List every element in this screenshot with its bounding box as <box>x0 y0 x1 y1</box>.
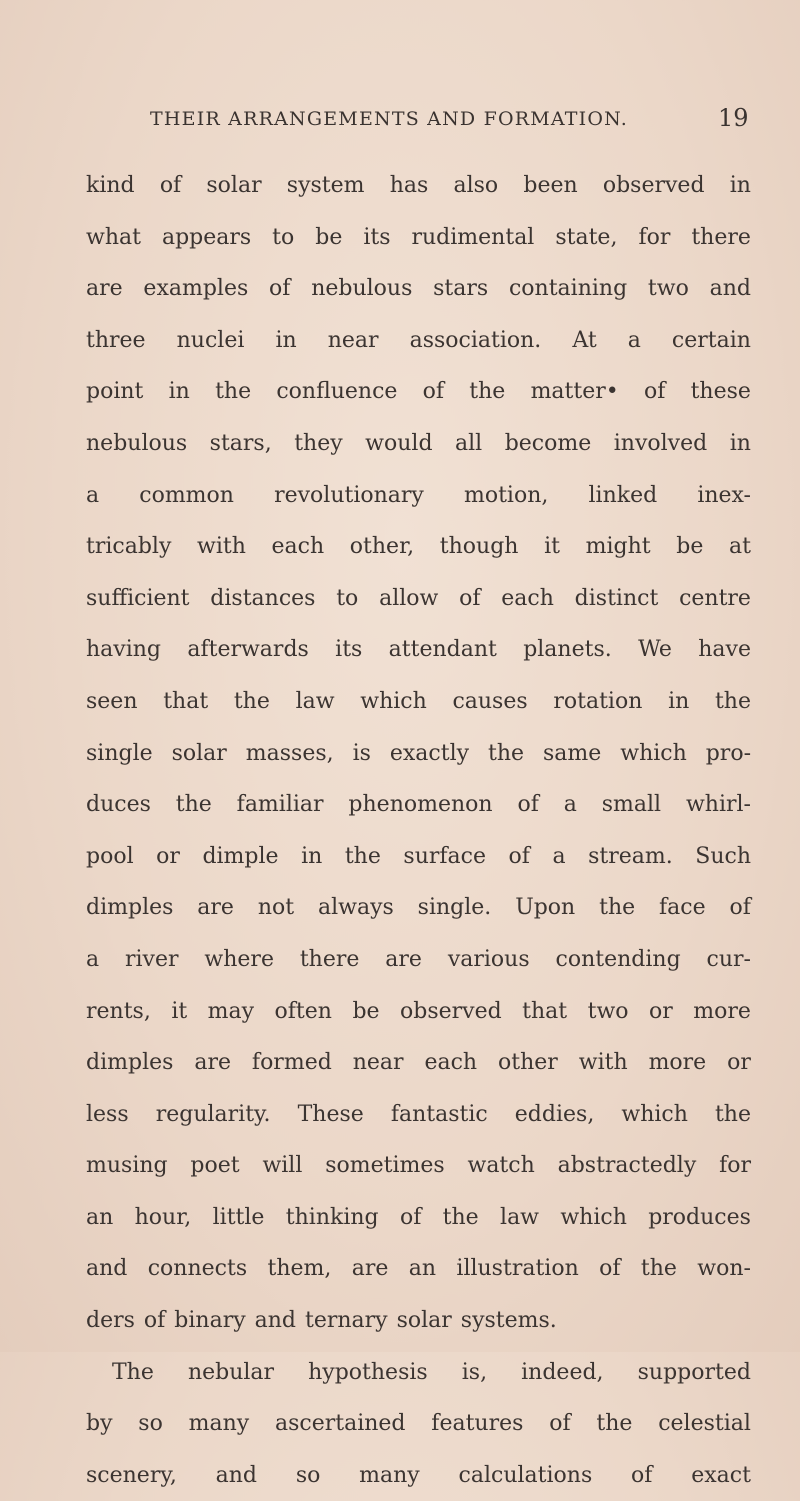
text-line <box>86 315 751 367</box>
word: hypothesis <box>308 1359 428 1385</box>
word: been <box>523 173 578 198</box>
word: with <box>578 1050 628 1076</box>
word: or <box>727 1050 751 1076</box>
word: observed <box>602 173 705 198</box>
word: won- <box>697 1256 751 1282</box>
text-line <box>86 470 751 522</box>
word: at <box>728 534 751 560</box>
word: eddies, <box>514 1101 595 1127</box>
word: attendant <box>388 637 497 663</box>
word: so <box>295 1462 321 1488</box>
word: also <box>453 173 499 198</box>
word: supported <box>637 1359 751 1385</box>
word: nebulous <box>86 430 188 456</box>
word: cur- <box>706 946 751 972</box>
word: in <box>729 430 751 456</box>
word: a <box>627 327 641 353</box>
word: has <box>389 173 429 198</box>
word: single. <box>417 895 492 921</box>
word: familiar <box>236 792 324 818</box>
page-number: 19 <box>718 104 749 132</box>
word: a <box>563 792 577 818</box>
word: the <box>714 688 751 714</box>
word: These <box>297 1101 364 1127</box>
word: the <box>233 688 270 714</box>
text-line <box>86 934 751 986</box>
word: inex- <box>697 482 751 508</box>
word: in <box>668 688 690 714</box>
word: be <box>352 998 380 1024</box>
word: calculations <box>458 1462 593 1488</box>
word: distinct <box>574 585 659 611</box>
text-line <box>86 1398 751 1450</box>
running-head-title: THEIR ARRANGEMENTS AND FORMATION. <box>150 108 628 130</box>
word: or <box>649 998 673 1024</box>
word: an <box>408 1256 437 1282</box>
word: be <box>676 534 704 560</box>
word: duces <box>86 792 151 818</box>
word: nebulous <box>311 276 413 302</box>
word: connects <box>147 1256 248 1282</box>
word: or <box>156 843 180 869</box>
word: river <box>125 946 179 972</box>
paragraph-end-line: ders of binary and ternary solar systems. <box>86 1308 557 1334</box>
word: seen <box>86 688 138 714</box>
word: which <box>620 740 687 766</box>
word: its <box>363 224 391 250</box>
word: to <box>336 585 359 611</box>
word: exactly <box>389 740 470 766</box>
word: is <box>352 740 371 766</box>
word: always <box>317 895 394 921</box>
word: in <box>275 327 297 353</box>
word: will <box>262 1153 303 1179</box>
text-line <box>86 831 751 883</box>
word: The <box>112 1359 154 1385</box>
word: often <box>274 998 332 1024</box>
word: each <box>271 534 325 560</box>
word: afterwards <box>187 637 309 663</box>
word: not <box>257 895 295 921</box>
text-line <box>86 882 751 934</box>
word: nuclei <box>176 327 245 353</box>
word: motion, <box>463 482 549 508</box>
word: same <box>542 740 602 766</box>
word: fantastic <box>390 1101 488 1127</box>
word: is, <box>461 1359 488 1385</box>
word: distances <box>210 585 316 611</box>
word: each <box>424 1050 478 1076</box>
word: a <box>86 482 100 508</box>
word: confluence <box>276 379 398 405</box>
text-line <box>86 1450 751 1501</box>
word: dimple <box>202 843 279 869</box>
word: a <box>86 946 100 972</box>
text-line <box>86 418 751 470</box>
word: masses, <box>245 740 334 766</box>
text-line <box>86 779 751 831</box>
word: Upon <box>515 895 576 921</box>
word: of <box>508 843 530 869</box>
word: where <box>204 946 274 972</box>
word: solar <box>206 173 262 198</box>
word: state, <box>555 224 618 250</box>
text-line <box>86 521 751 573</box>
word: produces <box>648 1204 751 1230</box>
word: become <box>504 430 592 456</box>
word: near <box>327 327 379 353</box>
word: of <box>399 1204 422 1230</box>
word: phenomenon <box>348 792 493 818</box>
word: kind <box>86 173 135 198</box>
word: the <box>175 792 212 818</box>
word: in <box>168 379 190 405</box>
word: which <box>621 1101 688 1127</box>
word: might <box>585 534 651 560</box>
text-line <box>86 573 751 625</box>
word: there <box>299 946 360 972</box>
word: that <box>163 688 209 714</box>
word: the <box>599 895 636 921</box>
word: are <box>351 1256 389 1282</box>
word: of <box>729 895 751 921</box>
word: matter• <box>530 379 619 405</box>
paragraph-start-line <box>86 1347 751 1399</box>
word: containing <box>508 276 628 302</box>
word: pool <box>86 843 134 869</box>
word: are <box>385 946 422 972</box>
word: ascertained <box>274 1411 406 1437</box>
word: they <box>294 430 343 456</box>
word: the <box>714 1101 751 1127</box>
text-line <box>86 160 751 212</box>
word: stars <box>433 276 489 302</box>
word: of <box>631 1462 653 1488</box>
word: law <box>295 688 335 714</box>
word: the <box>344 843 381 869</box>
word: and <box>709 276 751 302</box>
word: of <box>459 585 481 611</box>
word: are <box>194 1050 231 1076</box>
word: the <box>488 740 525 766</box>
word: We <box>638 637 672 663</box>
word: revolutionary <box>274 482 424 508</box>
word: a <box>552 843 566 869</box>
word: the <box>469 379 506 405</box>
word: common <box>139 482 234 508</box>
word: At <box>572 327 597 353</box>
word: observed <box>400 998 502 1024</box>
word: indeed, <box>521 1359 604 1385</box>
word: with <box>197 534 246 560</box>
word: causes <box>452 688 528 714</box>
word: these <box>690 379 751 405</box>
text-line <box>86 366 751 418</box>
word: illustration <box>456 1256 579 1282</box>
word: sufficient <box>86 585 190 611</box>
word: which <box>560 1204 627 1230</box>
word: linked <box>588 482 658 508</box>
word: whirl- <box>685 792 751 818</box>
word: having <box>86 637 162 663</box>
word: to <box>272 224 295 250</box>
word: have <box>698 637 751 663</box>
word: abstractedly <box>557 1153 697 1179</box>
word: tricably <box>86 534 172 560</box>
word: scenery, <box>86 1462 177 1488</box>
text-line <box>86 263 751 315</box>
word: for <box>638 224 671 250</box>
word: rotation <box>553 688 643 714</box>
word: dimples <box>86 1050 174 1076</box>
text-line <box>86 1140 751 1192</box>
text-line <box>86 1037 751 1089</box>
word: each <box>501 585 554 611</box>
word: it <box>544 534 560 560</box>
word: of <box>599 1256 621 1282</box>
word: nebular <box>187 1359 275 1385</box>
word: celestial <box>658 1411 751 1437</box>
word: less <box>86 1101 129 1127</box>
word: face <box>659 895 706 921</box>
word: all <box>455 430 483 456</box>
word: exact <box>691 1462 751 1488</box>
word: are <box>197 895 234 921</box>
text-line <box>86 1243 751 1295</box>
word: various <box>447 946 530 972</box>
word: other, <box>349 534 415 560</box>
word: of <box>549 1411 571 1437</box>
word: of <box>159 173 182 198</box>
word: of <box>643 379 666 405</box>
word: the <box>442 1204 479 1230</box>
word: centre <box>679 585 751 611</box>
word: it <box>171 998 188 1024</box>
text-line <box>86 624 751 676</box>
word: the <box>596 1411 633 1437</box>
text-line <box>86 1089 751 1141</box>
text-line <box>86 212 751 264</box>
word: Such <box>695 843 751 869</box>
word: contending <box>555 946 681 972</box>
word: certain <box>671 327 751 353</box>
word: system <box>286 173 365 198</box>
word: stars, <box>209 430 272 456</box>
word: planets. <box>523 637 612 663</box>
word: its <box>335 637 363 663</box>
word: for <box>719 1153 751 1179</box>
text-line <box>86 1192 751 1244</box>
word: three <box>86 327 146 353</box>
word: appears <box>161 224 252 250</box>
word: which <box>360 688 427 714</box>
word: may <box>207 998 255 1024</box>
text-line <box>86 986 751 1038</box>
word: are <box>86 276 123 302</box>
word: involved <box>613 430 708 456</box>
word: stream. <box>588 843 673 869</box>
word: sometimes <box>325 1153 445 1179</box>
word: many <box>188 1411 250 1437</box>
word: that <box>522 998 568 1024</box>
text-line <box>86 676 751 728</box>
body-text <box>86 160 751 1501</box>
word: examples <box>143 276 249 302</box>
word: an <box>86 1204 114 1230</box>
word: and <box>86 1256 128 1282</box>
word: association. <box>409 327 542 353</box>
word: surface <box>403 843 486 869</box>
running-head <box>150 104 750 138</box>
word: of <box>422 379 445 405</box>
text-line <box>86 728 751 780</box>
word: formed <box>251 1050 332 1076</box>
word: two <box>587 998 629 1024</box>
word: more <box>693 998 751 1024</box>
word: more <box>648 1050 707 1076</box>
word: allow <box>379 585 439 611</box>
word: hour, <box>134 1204 192 1230</box>
word: small <box>601 792 662 818</box>
word: by <box>86 1411 113 1437</box>
word: little <box>212 1204 265 1230</box>
word: though <box>439 534 519 560</box>
word: dimples <box>86 895 174 921</box>
word: watch <box>467 1153 535 1179</box>
word: so <box>138 1411 163 1437</box>
word: what <box>86 224 141 250</box>
word: musing <box>86 1153 168 1179</box>
word: and <box>215 1462 258 1488</box>
word: the <box>640 1256 677 1282</box>
word: solar <box>171 740 227 766</box>
word: the <box>215 379 252 405</box>
word: many <box>359 1462 420 1488</box>
word: poet <box>190 1153 240 1179</box>
word: there <box>691 224 751 250</box>
word: two <box>647 276 689 302</box>
word: law <box>500 1204 540 1230</box>
word: single <box>86 740 153 766</box>
word: features <box>431 1411 524 1437</box>
word: regularity. <box>155 1101 271 1127</box>
word: in <box>301 843 323 869</box>
word: near <box>352 1050 404 1076</box>
word: of <box>269 276 291 302</box>
word: pro- <box>705 740 751 766</box>
word: of <box>517 792 539 818</box>
word: be <box>315 224 343 250</box>
word: rents, <box>86 998 151 1024</box>
word: point <box>86 379 144 405</box>
word: thinking <box>285 1204 379 1230</box>
word: them, <box>267 1256 332 1282</box>
word: other <box>498 1050 558 1076</box>
word: in <box>729 173 751 198</box>
word: would <box>365 430 433 456</box>
word: rudimental <box>411 224 535 250</box>
